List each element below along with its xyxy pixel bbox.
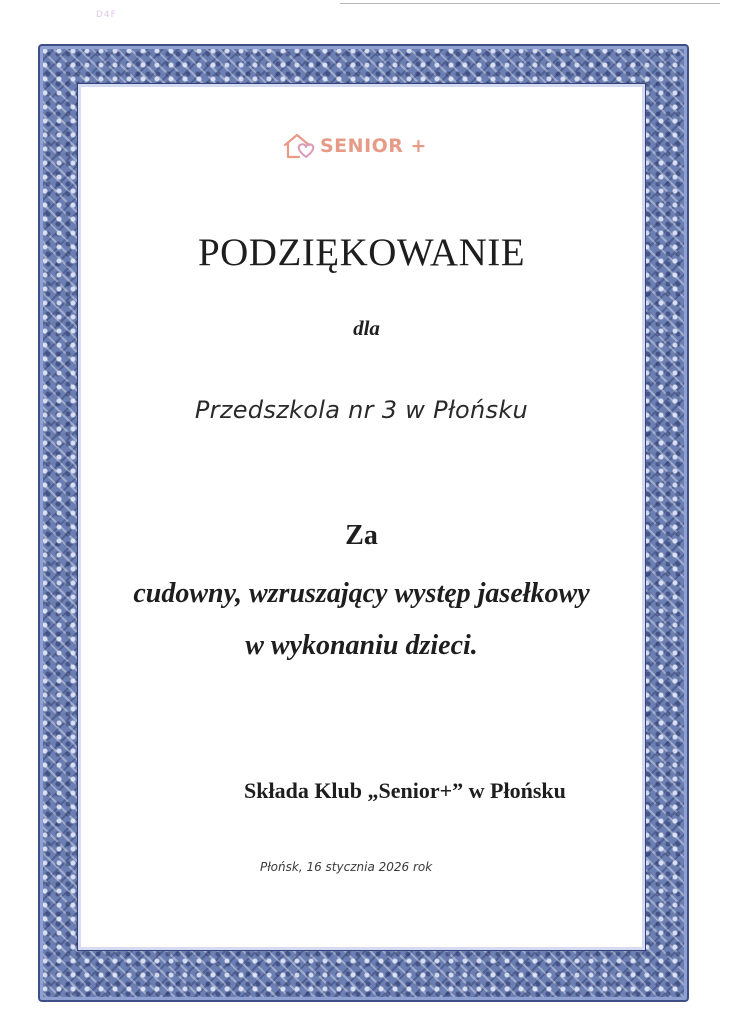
- certificate-title: PODZIĘKOWANIE: [197, 231, 526, 274]
- reason-line-2: w wykonaniu dzieci.: [245, 630, 478, 661]
- senior-plus-logo: [282, 132, 427, 160]
- recipient-name: Przedszkola nr 3 w Płońsku: [194, 396, 529, 424]
- scan-edge-line: [340, 3, 720, 4]
- for-label: dla: [353, 316, 380, 340]
- house-heart-icon: [282, 132, 316, 160]
- scan-mark: D4F: [96, 10, 117, 20]
- reason-intro: Za: [345, 520, 378, 551]
- signature-line: Składa Klub „Senior+” w Płońsku: [244, 778, 566, 803]
- certificate-body: [84, 90, 639, 944]
- logo-text: SENIOR +: [320, 135, 427, 157]
- reason-line-1: cudowny, wzruszający występ jasełkowy: [133, 578, 590, 609]
- date-line: Płońsk, 16 stycznia 2026 rok: [260, 860, 433, 874]
